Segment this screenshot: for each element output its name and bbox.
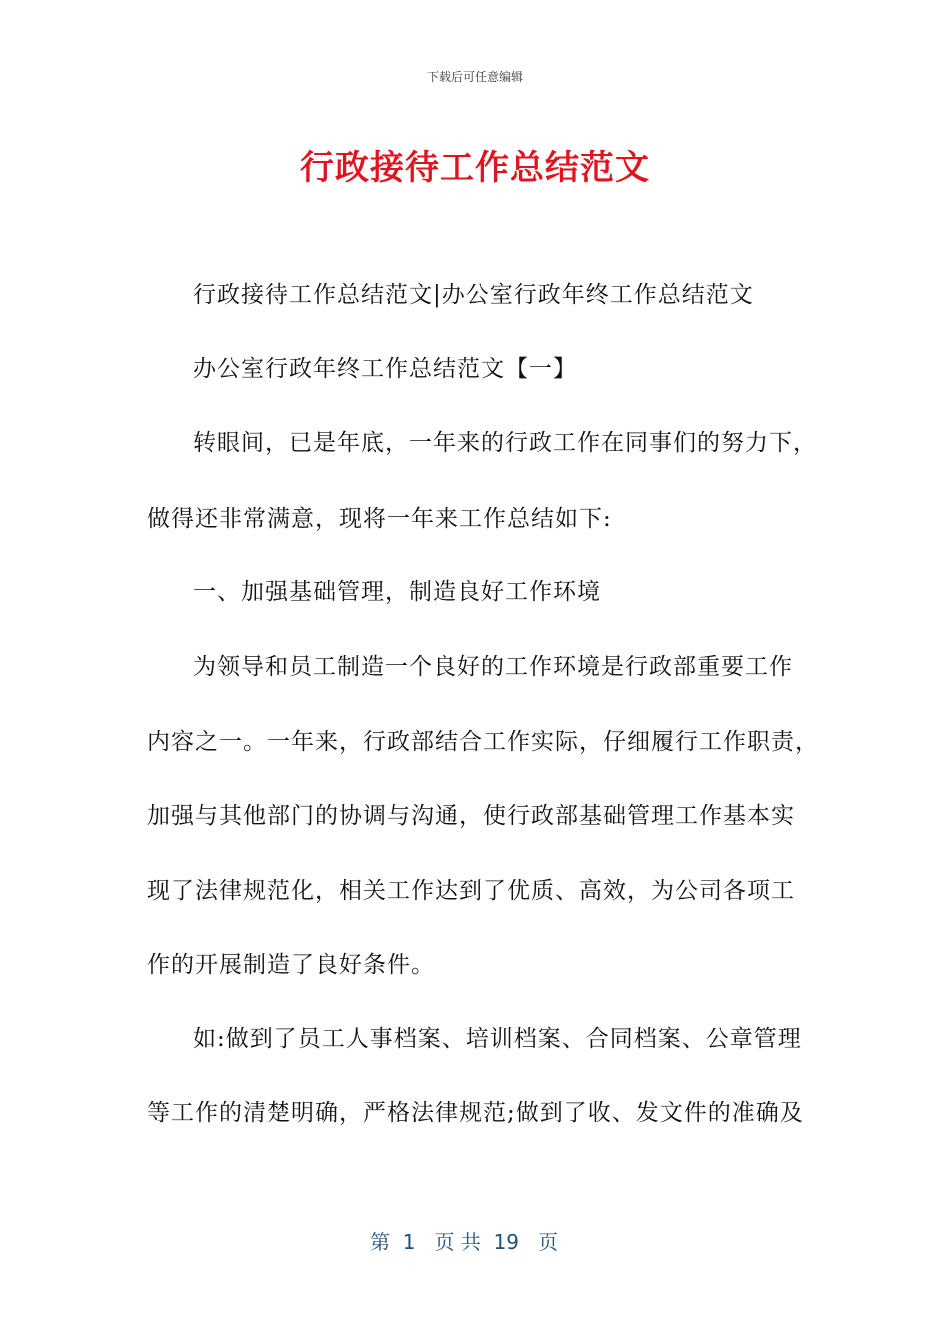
body-line-4: 做得还非常满意，现将一年来工作总结如下:	[147, 506, 612, 532]
body-line-8: 加强与其他部门的协调与沟通，使行政部基础管理工作基本实	[147, 803, 795, 829]
body-line-2: 办公室行政年终工作总结范文【一】	[193, 356, 577, 382]
page-number-footer: 第 1 页 共 19 页	[370, 1230, 559, 1254]
body-line-12: 等工作的清楚明确，严格法律规范;做到了收、发文件的准确及	[147, 1100, 804, 1126]
header-note: 下载后可任意编辑	[426, 70, 523, 84]
document-title: 行政接待工作总结范文	[300, 148, 650, 188]
body-line-10: 作的开展制造了良好条件。	[147, 952, 435, 978]
body-line-9: 现了法律规范化，相关工作达到了优质、高效，为公司各项工	[147, 878, 795, 904]
body-line-7: 内容之一。一年来，行政部结合工作实际，仔细履行工作职责，	[147, 729, 819, 755]
body-line-3: 转眼间，已是年底，一年来的行政工作在同事们的努力下，	[193, 430, 817, 456]
body-line-5: 一、加强基础管理，制造良好工作环境	[193, 579, 601, 605]
body-line-1: 行政接待工作总结范文|办公室行政年终工作总结范文	[193, 282, 754, 308]
body-line-6: 为领导和员工制造一个良好的工作环境是行政部重要工作	[193, 654, 793, 680]
body-line-11: 如:做到了员工人事档案、培训档案、合同档案、公章管理	[193, 1026, 802, 1052]
